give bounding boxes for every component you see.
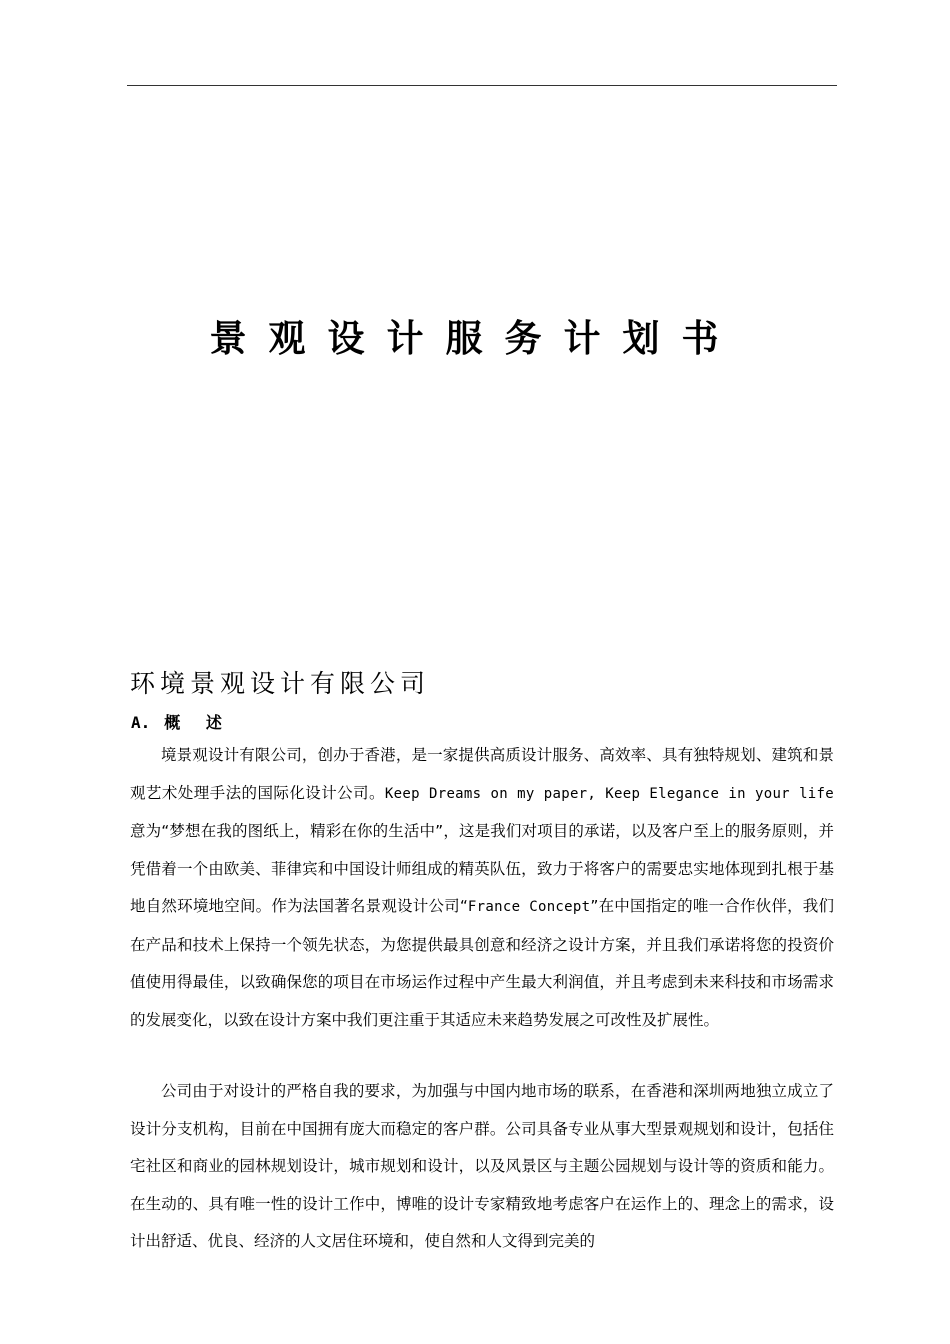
- overview-paragraph-2: 公司由于对设计的严格自我的要求，为加强与中国内地市场的联系，在香港和深圳两地独立成立了设计分支机构，目前在中国拥有庞大而稳定的客户群。公司具备专业从事大型景观规划和设计，包括住宅社区和商业的园林规划设计，城市规划和设计，以及风景区与主题公园规划与设计等的资质和能力。在生动的、具有唯一性的设计工作中，博唯的设计专家精致地考虑客户在运作上的、理念上的需求，设计出舒适、优良、经济的人文居住环境和，使自然和人文得到完美的: [130, 1082, 834, 1250]
- company-slogan: Keep Dreams on my paper, Keep Elegance in your life: [384, 785, 834, 802]
- document-title: 景观设计服务计划书: [209, 316, 741, 360]
- partner-name: France Concept: [467, 899, 591, 915]
- overview-paragraph-1: [130, 737, 834, 1039]
- header-rule: [127, 85, 837, 86]
- paragraph-1-middle: 意为“梦想在我的图纸上，精彩在你的生活中”，这是我们对项目的承诺，以及客户至上的服务原则，并凭借着一个由欧美、菲律宾和中国设计师组成的精英队伍，致力于将客户的需要忠实地体现到扎根于基地自然环境地空间。作为法国著名景观设计公司“: [130, 822, 834, 915]
- company-name: 环境景观设计有限公司: [130, 669, 431, 698]
- paragraph-1-intro: 境景观设计有限公司，创办于香港，是一家提供高质设计服务、高效率、具有独特规划、建筑和景观艺术处理手法的国际化设计公司。: [130, 746, 834, 802]
- section-heading: [131, 709, 232, 737]
- paragraph-1-end: ”在中国指定的唯一合作伙伴，我们在产品和技术上保持一个领先状态，为您提供最具创意和经济之设计方案，并且我们承诺将您的投资价值使用得最佳，以致确保您的项目在市场运作过程中产生最大利润值，并且考虑到未来科技和市场需求的发展变化，以致在设计方案中我们更注重于其适应未来趋势发展之可改性及扩展性。: [130, 897, 835, 1029]
- section-label: 概 述: [164, 713, 232, 732]
- section-number: A.: [131, 713, 151, 732]
